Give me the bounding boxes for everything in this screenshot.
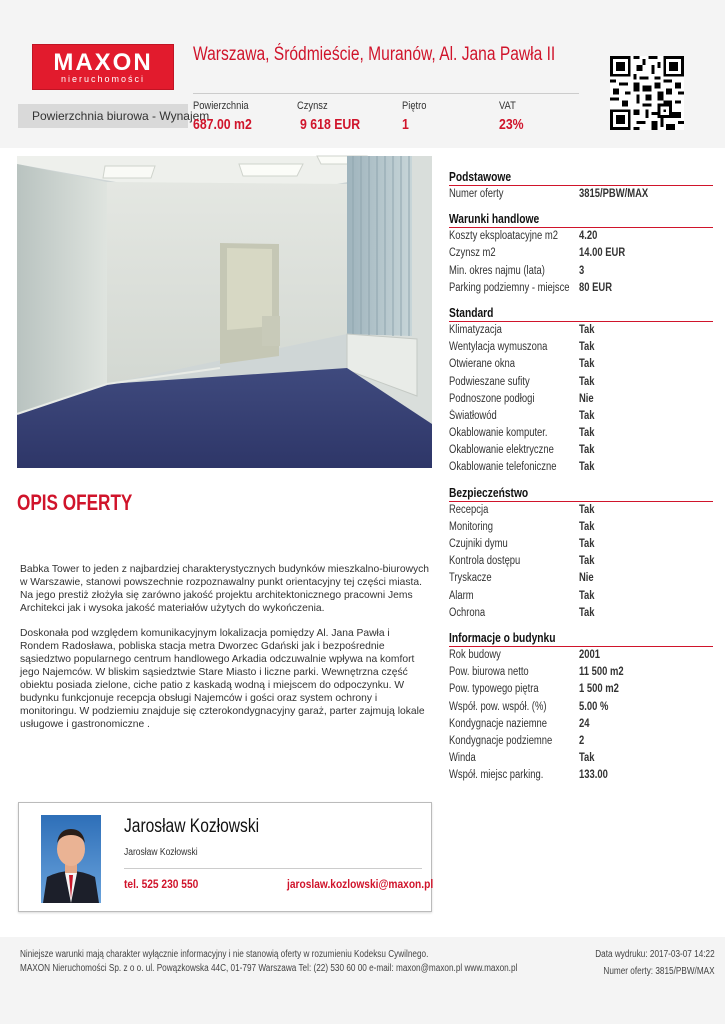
stat-rent [297, 100, 373, 133]
detail-value: 80 EUR [579, 281, 613, 294]
detail-row [449, 553, 713, 570]
detail-value: Tak [579, 341, 595, 354]
detail-row [449, 280, 713, 297]
stat-rent-label: Czynsz [297, 100, 328, 112]
detail-value: 2 [579, 734, 585, 747]
detail-key: Winda [449, 752, 476, 765]
detail-value: Tak [579, 323, 595, 336]
stat-floor [402, 100, 431, 133]
detail-value: Tak [579, 752, 595, 765]
qr-code-icon[interactable] [610, 56, 684, 130]
footer-disclaimer: Niniejsze warunki mają charakter wyłącznie informacyjny i nie stanowią oferty w rozumieniu Kodeksu Cywilnego. [20, 949, 429, 960]
detail-key: Okablowanie komputer. [449, 427, 548, 440]
detail-row [449, 767, 713, 784]
detail-key: Parking podziemny - miejsce [449, 281, 570, 294]
detail-value: Tak [579, 358, 595, 371]
detail-key: Pow. typowego piętra [449, 683, 539, 696]
detail-value: 5.00 % [579, 700, 609, 713]
detail-value: Tak [579, 375, 595, 388]
detail-value: Tak [579, 461, 595, 474]
footer-print-date: Data wydruku: 2017-03-07 14:22 [595, 949, 715, 960]
detail-value: 1 500 m2 [579, 683, 619, 696]
detail-row [449, 681, 713, 698]
detail-value: Tak [579, 555, 595, 568]
footer-company: MAXON Nieruchomości Sp. z o o. ul. Powązkowska 44C, 01-797 Warszawa Tel: (22) 530 60 00 e-mail: maxon@maxon.pl www.maxon.pl [20, 963, 518, 974]
detail-key: Numer oferty [449, 188, 504, 200]
stat-area-value: 687.00 m2 [193, 116, 252, 133]
avatar [41, 815, 101, 903]
stat-area-label: Powierzchnia [193, 100, 249, 112]
detail-key: Alarm [449, 589, 474, 602]
agent-name: Jarosław Kozłowski [124, 816, 260, 837]
detail-value: Tak [579, 444, 595, 457]
detail-value: 133.00 [579, 769, 608, 782]
description-paragraph-2: Doskonała pod względem komunikacyjnym lokalizacja pomiędzy Al. Jana Pawła i Rondem Radosława, pobliska stacja metra Dworzec Gdański jak i bezpośrednie sąsiedztwo popularnego centrum handlowego Arkadia odczuwalnie wpływa na komfort jego Najemców. W bliskim sąsiedztwie Stare Miasto i liczne parki. Wewnętrzna część obiektu posiada zielone, ciche patio z kaskadą wodną i miejscem do odpoczynku. W budynku funkcjonuje recepcja obsługi Najemców i gości oraz system ochrony i monitoringu. W podziemiu znajduje się czterokondygnacyjny garaż, parter zajmują lokale usługowe i gastronomiczne . [20, 628, 425, 730]
detail-row [449, 322, 713, 339]
detail-value: Tak [579, 538, 595, 550]
detail-key: Otwierane okna [449, 358, 516, 371]
detail-row [449, 425, 713, 442]
stat-rent-value: 9 618 EUR [300, 116, 361, 133]
detail-row [449, 647, 713, 664]
detail-row [449, 502, 713, 519]
detail-value: Tak [579, 503, 595, 516]
agent-divider [124, 868, 422, 869]
detail-key: Podwieszane sufity [449, 375, 530, 388]
detail-key: Min. okres najmu (lata) [449, 264, 545, 277]
detail-key: Okablowanie telefoniczne [449, 461, 557, 474]
detail-key: Tryskacze [449, 572, 492, 585]
detail-row [449, 605, 713, 622]
detail-row [449, 536, 713, 553]
detail-row [449, 228, 713, 245]
detail-key: Monitoring [449, 520, 494, 533]
detail-key: Kontrola dostępu [449, 555, 521, 568]
detail-key: Kondygnacje podziemne [449, 734, 553, 747]
detail-value: Tak [579, 589, 595, 602]
detail-value: 2001 [579, 648, 600, 661]
stat-vat-value: 23% [499, 116, 524, 133]
detail-row [449, 588, 713, 605]
offer-type-tag: Powierzchnia biurowa - Wynajem [18, 104, 188, 128]
detail-key: Czynsz m2 [449, 247, 496, 260]
stat-area [193, 100, 265, 133]
footer-offer-number: Numer oferty: 3815/PBW/MAX [603, 966, 715, 977]
stat-vat [499, 100, 529, 133]
detail-value: Tak [579, 409, 595, 422]
logo-brand: MAXON [53, 49, 153, 76]
agent-card [18, 802, 432, 912]
detail-key: Okablowanie elektryczne [449, 444, 554, 457]
detail-key: Pow. biurowa netto [449, 666, 529, 679]
stat-floor-label: Piętro [402, 100, 427, 112]
section-basic-title: Podstawowe [449, 170, 713, 186]
detail-key: Ochrona [449, 606, 486, 619]
detail-row [449, 408, 713, 425]
detail-row [449, 263, 713, 280]
detail-value: 3815/PBW/MAX [579, 188, 649, 200]
detail-row [449, 374, 713, 391]
property-photo[interactable] [17, 156, 432, 468]
detail-row [449, 716, 713, 733]
header-divider [193, 93, 579, 94]
description-body [20, 563, 430, 743]
section-building-title: Informacje o budynku [449, 631, 713, 647]
section-terms-title: Warunki handlowe [449, 212, 713, 228]
description-paragraph-1: Babka Tower to jeden z najbardziej charakterystycznych budynków mieszkalno-biurowych w Warszawie, stanowi powszechnie rozpoznawalny punkt orientacyjny tej części miasta. Na jego prestiż złożyła się zarówno jakość projektu architektonicznego pracowni Jems Architekci jak i wysoka jakość materiałów użytych do wykończenia. [20, 564, 430, 614]
detail-row [449, 519, 713, 536]
detail-key: Rok budowy [449, 648, 501, 661]
offer-address: Warszawa, Śródmieście, Muranów, Al. Jana Pawła II [193, 44, 556, 65]
detail-row [449, 570, 713, 587]
detail-row [449, 186, 713, 203]
detail-value: 3 [579, 264, 585, 277]
detail-value: Tak [579, 606, 595, 619]
detail-key: Światłowód [449, 409, 497, 422]
detail-row [449, 339, 713, 356]
detail-key: Współ. miejsc parking. [449, 769, 544, 782]
detail-row [449, 664, 713, 681]
detail-key: Recepcja [449, 503, 489, 516]
section-standard-title: Standard [449, 306, 713, 322]
detail-row [449, 245, 713, 262]
detail-row [449, 391, 713, 408]
page-footer [0, 937, 725, 1024]
details-panel [449, 170, 713, 784]
detail-key: Kondygnacje naziemne [449, 717, 548, 730]
section-security-title: Bezpieczeństwo [449, 486, 713, 502]
description-title: OPIS OFERTY [17, 490, 133, 515]
detail-row [449, 356, 713, 373]
detail-key: Współ. pow. współ. (%) [449, 700, 547, 713]
detail-value: 14.00 EUR [579, 247, 626, 260]
logo-subtitle: nieruchomości [60, 74, 146, 84]
detail-key: Koszty eksploatacyjne m2 [449, 230, 559, 243]
detail-key: Podnoszone podłogi [449, 392, 535, 405]
detail-value: Nie [579, 572, 594, 585]
agent-subname: Jarosław Kozłowski [124, 847, 198, 858]
detail-row [449, 699, 713, 716]
detail-value: 11 500 m2 [579, 666, 624, 679]
detail-value: Nie [579, 392, 594, 405]
detail-value: 24 [579, 717, 590, 730]
detail-value: 4.20 [579, 230, 598, 243]
detail-key: Czujniki dymu [449, 538, 508, 550]
detail-key: Wentylacja wymuszona [449, 341, 548, 354]
detail-key: Klimatyzacja [449, 323, 502, 336]
maxon-logo[interactable] [32, 44, 174, 90]
detail-row [449, 733, 713, 750]
agent-email-link[interactable]: jaroslaw.kozlowski@maxon.pl [287, 877, 434, 891]
detail-row [449, 459, 713, 476]
agent-phone-link[interactable]: tel. 525 230 550 [124, 877, 199, 891]
stat-vat-label: VAT [499, 100, 516, 112]
detail-row [449, 750, 713, 767]
detail-value: Tak [579, 427, 595, 440]
detail-row [449, 442, 713, 459]
stat-floor-value: 1 [402, 116, 409, 133]
detail-value: Tak [579, 520, 595, 533]
page-header [0, 0, 725, 148]
